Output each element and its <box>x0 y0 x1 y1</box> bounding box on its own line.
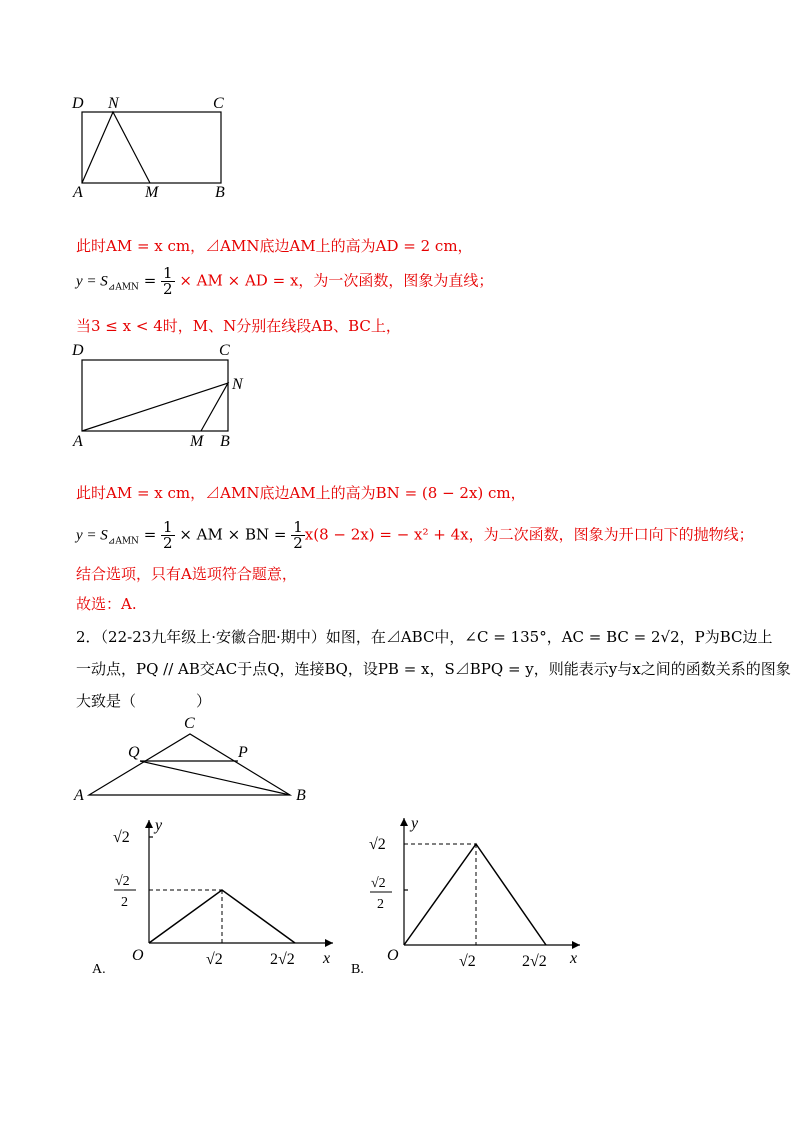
label-A: A <box>73 184 83 201</box>
label-A: A <box>74 787 84 804</box>
y-tick-top: √2 <box>113 829 130 846</box>
y-tick-mid-num: √2 <box>115 874 130 889</box>
label-M: M <box>145 184 159 201</box>
y-tick-mid-den: 2 <box>121 895 128 910</box>
solution-line-4: 此时AM = x cm，⊿AMN底边AM上的高为BN = (8 − 2x) cm， <box>76 484 526 502</box>
solution-line-7: 故选：A. <box>76 595 137 613</box>
x-tick-end: 2√2 <box>270 951 295 968</box>
x-tick-mid: √2 <box>459 953 476 970</box>
y-tick-mid-den: 2 <box>377 897 384 912</box>
label-C: C <box>213 95 224 112</box>
label-D: D <box>72 95 84 112</box>
label-N: N <box>232 376 243 393</box>
question-2-line-2: 一动点，PQ // AB交AC于点Q，连接BQ，设PB = x，S⊿BPQ = y，则能表示y与x之间的函数关系的图象 <box>76 660 791 678</box>
label-C: C <box>219 342 230 359</box>
label-C: C <box>184 715 195 732</box>
axis-x-label: x <box>323 950 331 967</box>
origin-label: O <box>387 947 399 964</box>
label-M: M <box>190 433 204 450</box>
question-2-line-3: 大致是（ ） <box>76 692 212 710</box>
label-B: B <box>220 433 230 450</box>
label-B: B <box>215 184 225 201</box>
axis-x-label: x <box>570 950 578 967</box>
solution-line-1: 此时AM = x cm，⊿AMN底边AM上的高为AD = 2 cm， <box>76 237 473 255</box>
x-tick-mid: √2 <box>206 951 223 968</box>
y-tick-top: √2 <box>369 836 386 853</box>
axis-y-label: y <box>411 815 419 832</box>
option-a-label: A. <box>92 962 106 977</box>
option-b-label: B. <box>351 962 364 977</box>
label-A: A <box>73 433 83 450</box>
axis-y-label: y <box>155 817 163 834</box>
label-B: B <box>296 787 306 804</box>
solution-line-5: $y = S_{⊿AMN}$ = $\frac{1}{2}$ × AM × BN = $\frac{1}{2}$ x(8 − 2x) = − x² + 4x，为二次函数，图象为开口向下的抛物线； <box>76 518 754 552</box>
label-Q: Q <box>128 744 140 761</box>
solution-line-2: $y = S_{⊿AMN}$ = $\frac{1}{2}$ × AM × AD = x，为一次函数，图象为直线； <box>76 264 494 298</box>
y-tick-mid-num: √2 <box>371 876 386 891</box>
label-N: N <box>108 95 119 112</box>
solution-line-3: 当3 ≤ x < 4时，M、N分别在线段AB、BC上， <box>76 317 401 335</box>
question-2-line-1: 2．（22-23九年级上·安徽合肥·期中）如图，在⊿ABC中，∠C = 135°，AC = BC = 2√2，P为BC边上 <box>76 628 773 646</box>
label-D: D <box>72 342 84 359</box>
x-tick-end: 2√2 <box>522 953 547 970</box>
label-P: P <box>238 744 248 761</box>
origin-label: O <box>132 947 144 964</box>
solution-line-6: 结合选项，只有A选项符合题意， <box>76 565 297 583</box>
